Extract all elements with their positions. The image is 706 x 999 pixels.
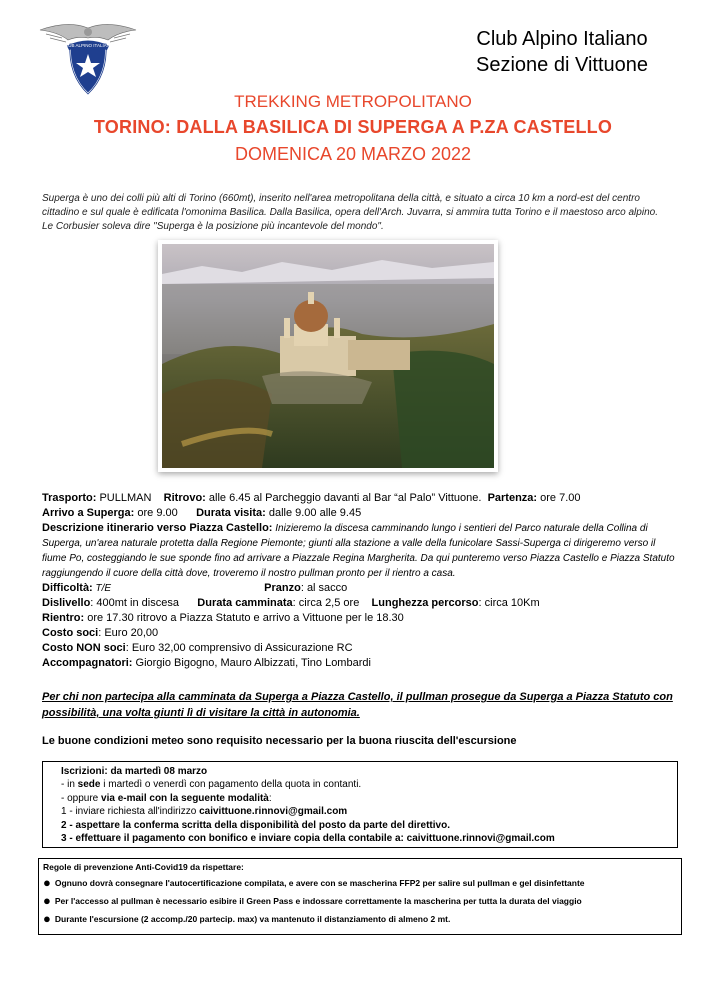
nonmember-cost-label: Costo NON soci xyxy=(42,642,126,654)
reg3-pre: 1 - inviare richiesta all'indirizzo xyxy=(61,806,200,818)
trip-details xyxy=(42,491,678,671)
bullet-icon: ● xyxy=(43,893,51,908)
transport-label: Trasporto: xyxy=(42,492,97,504)
covid-rule-3 xyxy=(43,911,681,926)
bus-note: Per chi non partecipa alla camminata da Superga a Piazza Castello, il pullman prosegue da Superga a Piazza Statuto con possibilità, una volta giunti lì di visitare la città in autonomia. xyxy=(42,691,673,719)
reg4-text: 2 - aspettare la conferma scritta della disponibilità del posto da parte del direttivo. xyxy=(61,819,450,831)
nonmember-cost-row xyxy=(42,641,678,656)
logo-text: CLUB ALPINO ITALIANO xyxy=(62,43,114,48)
difficulty-label: Difficoltà: xyxy=(42,582,93,594)
arrival-value: ore 9.00 xyxy=(134,507,178,519)
section-name: Sezione di Vittuone xyxy=(476,54,648,76)
meeting-value: alle 6.45 al Parcheggio davanti al Bar “al Palo” Vittuone. xyxy=(205,492,482,504)
elevation-label: Dislivello xyxy=(42,597,91,609)
elevation-value: : 400mt in discesa xyxy=(90,597,179,609)
registration-email[interactable]: caivittuone.rinnovi@gmail.com xyxy=(199,806,348,818)
description-value: Inizieremo la discesa camminando lungo i sentieri del Parco naturale della Collina di Superga, un'area naturale protetta dalla Regione Piemonte; giunti alla stazione a valle della funicolare Sassi-Superga ci dirigeremo verso il fiume Po, costeggiando le sue sponde fino ad arrivare a Piazzale Regina Margherita. Da qui punteremo verso Piazza Castello e Piazza Statuto raggiungendo il cuore della città dove, troveremo il nostro pullman pronto per il rientro a casa. xyxy=(42,523,675,579)
club-header xyxy=(476,26,648,78)
difficulty-row xyxy=(42,581,678,596)
basilica-photo xyxy=(158,240,498,472)
reg1-bold: sede xyxy=(77,779,101,791)
visit-duration-label: Durata visita: xyxy=(196,507,266,519)
registration-line-5 xyxy=(61,832,677,845)
guides-row xyxy=(42,656,678,671)
bullet-icon: ● xyxy=(43,911,51,926)
return-row xyxy=(42,611,678,626)
difficulty-value: T/E xyxy=(92,583,112,594)
registration-line-1 xyxy=(61,778,677,791)
departure-value: ore 7.00 xyxy=(537,492,581,504)
covid-rule-1-text: Ognuno dovrà consegnare l'autocertificazione compilata, e avere con se mascherina FFP2 per salire sul pullman e gel disinfettante xyxy=(54,878,585,888)
registration-line-2 xyxy=(61,792,677,805)
arrival-label: Arrivo a Superga: xyxy=(42,507,135,519)
walk-duration-value: : circa 2,5 ore xyxy=(292,597,360,609)
transport-value: PULLMAN xyxy=(96,492,152,504)
registration-box xyxy=(42,761,678,848)
return-value: ore 17.30 ritrovo a Piazza Statuto e arrivo a Vittuone per le 18.30 xyxy=(84,612,404,624)
member-cost-row xyxy=(42,626,678,641)
covid-rule-2-text: Per l'accesso al pullman è necessario esibire il Green Pass e indossare correttamente la mascherina per tutta la durata del viaggio xyxy=(54,896,582,906)
member-cost-label: Costo soci xyxy=(42,627,99,639)
reg2-bold: via e-mail con la seguente modalità xyxy=(101,792,269,804)
member-cost-value: : Euro 20,00 xyxy=(98,627,159,639)
covid-rules-box xyxy=(38,858,682,935)
weather-note: Le buone condizioni meteo sono requisito necessario per la buona riuscita dell'escursione xyxy=(42,735,517,747)
bullet-icon: ● xyxy=(43,875,51,890)
registration-line-3 xyxy=(61,805,677,818)
event-date: DOMENICA 20 MARZO 2022 xyxy=(234,144,472,164)
departure-label: Partenza: xyxy=(487,492,538,504)
event-category: TREKKING METROPOLITANO xyxy=(234,92,472,111)
arrival-row xyxy=(42,506,678,521)
lunch-value: : al sacco xyxy=(300,582,348,594)
length-value: : circa 10Km xyxy=(478,597,540,609)
elevation-row xyxy=(42,596,678,611)
covid-rule-2 xyxy=(43,893,681,908)
lunch-label: Pranzo xyxy=(264,582,301,594)
length-label: Lunghezza percorso xyxy=(371,597,479,609)
transport-row xyxy=(42,491,678,506)
guides-label: Accompagnatori: xyxy=(42,657,133,669)
nonmember-cost-value: : Euro 32,00 comprensivo di Assicurazione RC xyxy=(125,642,353,654)
reg2-pre: - oppure xyxy=(61,792,102,804)
visit-duration-value: dalle 9.00 alle 9.45 xyxy=(265,507,362,519)
reg1-pre: - in xyxy=(61,779,78,791)
meeting-label: Ritrovo: xyxy=(163,492,206,504)
registration-line-4 xyxy=(61,819,677,832)
guides-value: Giorgio Bigogno, Mauro Albizzati, Tino Lombardi xyxy=(132,657,371,669)
cai-logo xyxy=(38,20,138,100)
covid-rule-3-text: Durante l'escursione (2 accomp./20 partecip. max) va mantenuto il distanziamento di almeno 2 mt. xyxy=(54,914,451,924)
description-label: Descrizione itinerario verso Piazza Castello: xyxy=(42,522,273,534)
covid-rule-1 xyxy=(43,875,681,890)
event-title: TORINO: DALLA BASILICA DI SUPERGA A P.ZA CASTELLO xyxy=(93,117,613,137)
intro-paragraph: Superga è uno dei colli più alti di Torino (660mt), inserito nell'area metropolitana della città, e situato a circa 10 km a nord-est del centro cittadino e sul quale è edificata l'omonima Basilica. Dalla Basilica, opera dell'Arch. Juvarra, si ammira tutta Torino e il maestoso arco alpino. Le Corbusier soleva dire "Superga è la posizione più incantevole del mondo". xyxy=(42,193,658,232)
return-label: Rientro: xyxy=(42,612,85,624)
club-name: Club Alpino Italiano xyxy=(476,28,648,50)
description-row xyxy=(42,521,678,581)
reg2-post: : xyxy=(268,792,272,804)
reg1-post: i martedì o venerdì con pagamento della quota in contanti. xyxy=(100,779,362,791)
reg5-text: 3 - effettuare il pagamento con bonifico e inviare copia della contabile a: caivittuone.rinnovi@gmail.com xyxy=(61,833,555,845)
covid-title: Regole di prevenzione Anti-Covid19 da rispettare: xyxy=(43,862,244,872)
registration-title: Iscrizioni: da martedì 08 marzo xyxy=(61,766,208,777)
walk-duration-label: Durata camminata xyxy=(197,597,293,609)
